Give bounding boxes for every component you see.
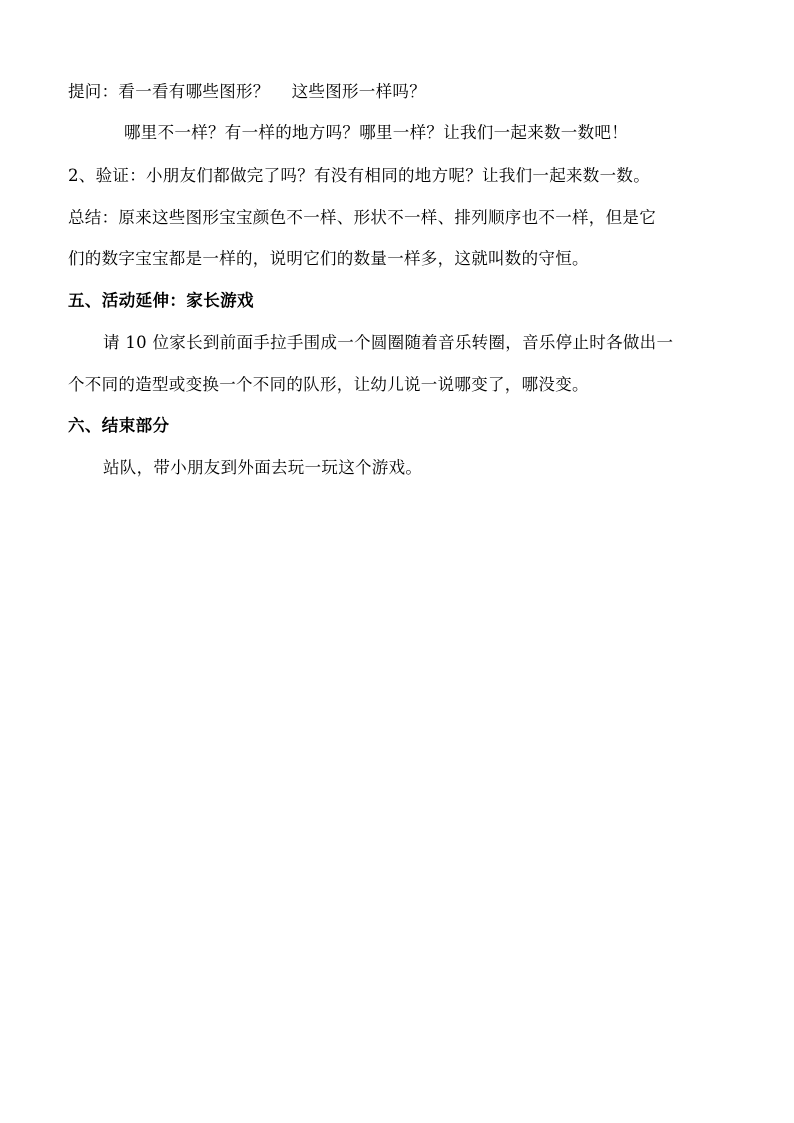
extension-paragraph-line-1: 请 10 位家长到前面手拉手围成一个圆圈随着音乐转圈，音乐停止时各做出一 (103, 333, 674, 352)
section-heading-ending: 六、结束部分 (68, 416, 170, 435)
summary-line-1: 总结：原来这些图形宝宝颜色不一样、形状不一样、排列顺序也不一样，但是它 (68, 208, 656, 227)
question-prompt: 提问：看一看有哪些图形？ (68, 82, 270, 101)
summary-line-2: 们的数字宝宝都是一样的，说明它们的数量一样多，这就叫数的守恒。 (68, 249, 589, 268)
question-line (68, 81, 728, 103)
extension-paragraph-line-2: 个不同的造型或变换一个不同的队形，让幼儿说一说哪变了，哪没变。 (68, 375, 589, 394)
question-follow-up: 这些图形一样吗？ (291, 82, 427, 101)
ending-paragraph: 站队，带小朋友到外面去玩一玩这个游戏。 (103, 458, 423, 477)
question-continuation: 哪里不一样？有一样的地方吗？哪里一样？让我们一起来数一数吧！ (124, 123, 628, 142)
verification-line: 2、验证：小朋友们都做完了吗？有没有相同的地方呢？让我们一起来数一数。 (68, 166, 650, 185)
section-heading-extension: 五、活动延伸：家长游戏 (68, 291, 254, 310)
